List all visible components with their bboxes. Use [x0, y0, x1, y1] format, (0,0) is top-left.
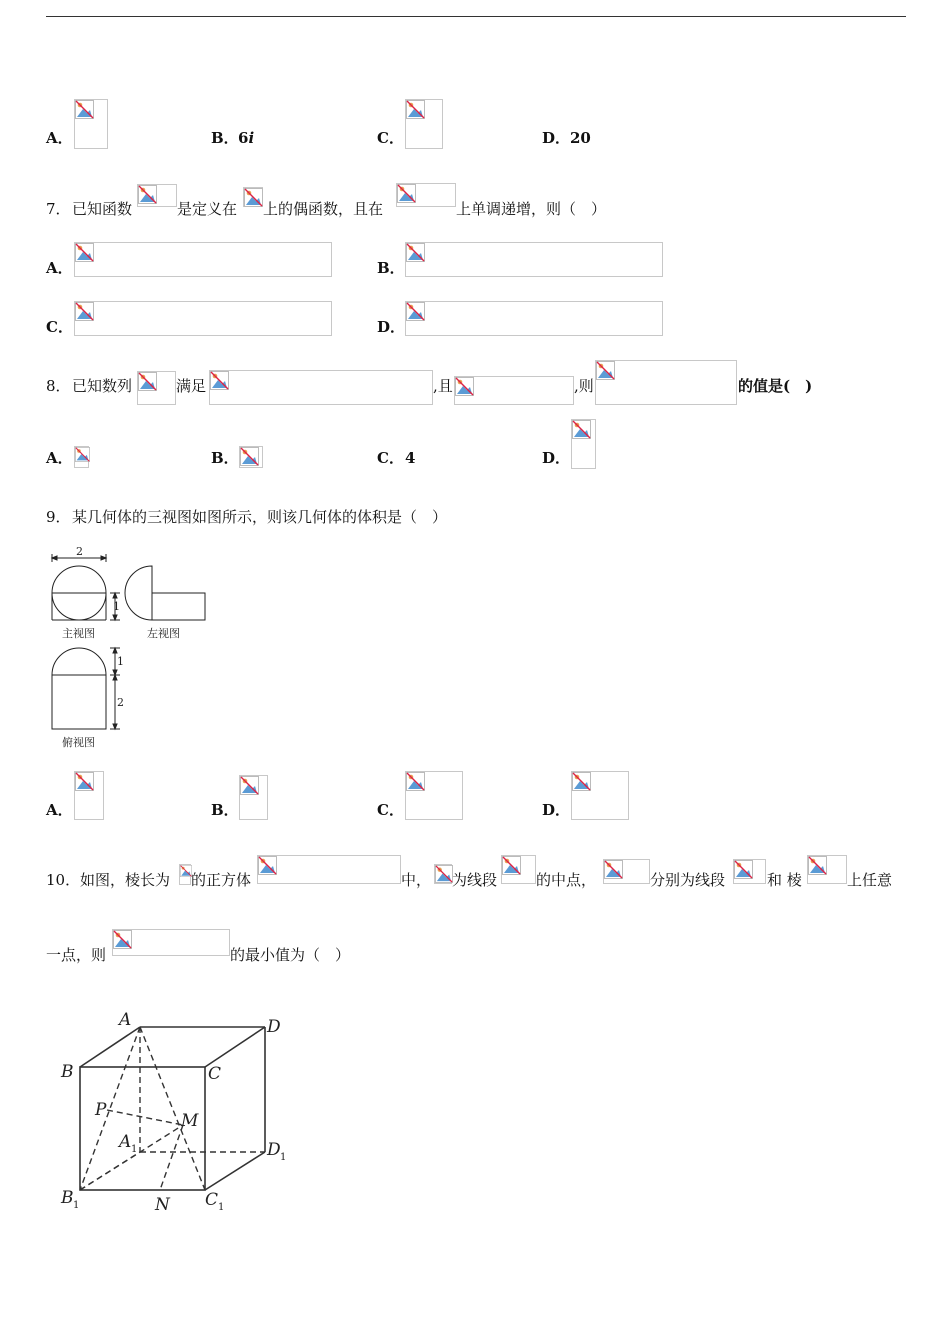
- q9-option-d-label: D．: [542, 801, 571, 819]
- q7-option-d-label: D．: [377, 318, 406, 336]
- q10-text-10: 的最小值为（ ）: [230, 946, 351, 964]
- broken-image-icon: [75, 302, 94, 321]
- broken-image-icon: [113, 930, 132, 949]
- q10-formula-2: [257, 855, 401, 884]
- q6-option-b-value: 6i: [238, 129, 255, 147]
- q10-formula-7: [807, 855, 847, 884]
- broken-image-icon: [240, 776, 259, 795]
- q8-formula-3: [454, 376, 574, 405]
- broken-image-icon: [734, 860, 753, 879]
- q8-text-5: 的值是( ): [738, 377, 813, 395]
- cube-figure: [55, 1005, 305, 1225]
- q6-option-c-label: C．: [377, 129, 404, 147]
- q10-text-2: 的正方体: [191, 871, 252, 889]
- side-view-semicircle: [125, 566, 152, 620]
- label-B: B: [61, 1062, 74, 1082]
- broken-image-icon: [406, 302, 425, 321]
- q8-option-c-label: C．: [377, 449, 404, 467]
- q7-option-d-image: [405, 301, 663, 336]
- q10-number: 10．: [46, 871, 81, 889]
- q8-formula-1: [137, 371, 176, 405]
- q7-option-b-image: [405, 242, 663, 277]
- q8-text-4: ,则: [574, 377, 594, 395]
- q8-formula-2: [209, 370, 433, 405]
- q6-option-b-label: B．: [211, 129, 239, 147]
- q10-text-4: 为线段: [452, 871, 498, 889]
- label-M: M: [181, 1111, 199, 1131]
- label-D1: D: [267, 1140, 281, 1160]
- sub-A1: 1: [131, 1144, 138, 1155]
- q10-text-6: 分别为线段: [650, 871, 726, 889]
- q7-option-a-image: [74, 242, 332, 277]
- top-view-label: 俯视图: [62, 736, 95, 749]
- q10-text-9: 一点，则: [46, 946, 107, 964]
- label-P: P: [95, 1100, 107, 1120]
- broken-image-icon: [258, 856, 277, 875]
- label-C: C: [208, 1064, 222, 1084]
- broken-image-icon: [244, 188, 263, 207]
- broken-image-icon: [572, 420, 591, 439]
- q9-option-a-image: [74, 771, 104, 820]
- dim-front-height-label: 1: [113, 600, 120, 613]
- q8-formula-4: [595, 360, 737, 405]
- three-view-figure: [40, 540, 220, 755]
- q10-formula-4: [501, 855, 536, 884]
- broken-image-icon: [808, 856, 827, 875]
- q8-option-c-value: 4: [405, 449, 416, 467]
- q7-option-c-label: C．: [46, 318, 73, 336]
- q8-option-d-image: [571, 419, 596, 469]
- q9-text: 某几何体的三视图如图所示，则该几何体的体积是（ ）: [72, 508, 448, 526]
- q9-option-b-image: [239, 775, 268, 820]
- broken-image-icon: [596, 361, 615, 380]
- broken-image-icon: [75, 772, 94, 791]
- q7-text-1: 已知函数: [72, 200, 133, 218]
- broken-image-icon: [406, 243, 425, 262]
- q10-formula-6: [733, 859, 766, 884]
- sub-C1: 1: [218, 1202, 225, 1213]
- q8-text-3: ,且: [433, 377, 453, 395]
- q7-option-a-label: A．: [46, 259, 73, 277]
- q9-option-c-image: [405, 771, 463, 820]
- broken-image-icon: [604, 860, 623, 879]
- q10-formula-8: [112, 929, 230, 956]
- q9-option-d-image: [571, 771, 629, 820]
- dim-top-2-label: 2: [117, 696, 124, 709]
- broken-image-icon: [435, 865, 453, 883]
- q7-option-c-image: [74, 301, 332, 336]
- q7-option-b-label: B．: [377, 259, 405, 277]
- dim-top-1-label: 1: [117, 655, 124, 668]
- broken-image-icon: [210, 371, 229, 390]
- label-D: D: [267, 1017, 281, 1037]
- q7-formula-3: [396, 183, 456, 207]
- q8-text-2: 满足: [176, 377, 207, 395]
- q6-option-a-image: [74, 99, 108, 149]
- q10-formula-1: [179, 864, 191, 885]
- q9-number: 9．: [46, 508, 71, 526]
- q7-text-3: 上的偶函数，且在: [263, 200, 384, 218]
- broken-image-icon: [572, 772, 591, 791]
- sub-D1: 1: [280, 1152, 287, 1163]
- q7-text-4: 上单调递增，则（ ）: [456, 200, 607, 218]
- header-rule: [46, 16, 906, 17]
- broken-image-icon: [75, 100, 94, 119]
- q7-text-2: 是定义在: [177, 200, 238, 218]
- sub-B1: 1: [73, 1200, 80, 1211]
- q8-option-b-image: [239, 446, 263, 468]
- q9-option-c-label: C．: [377, 801, 404, 819]
- broken-image-icon: [502, 856, 521, 875]
- label-C1: C: [205, 1190, 219, 1210]
- q8-option-a-label: A．: [46, 449, 73, 467]
- broken-image-icon: [240, 447, 259, 466]
- q10-text-3: 中，: [401, 871, 432, 889]
- q9-option-b-label: B．: [211, 801, 239, 819]
- q8-option-d-label: D．: [542, 449, 571, 467]
- q6-option-d-label: D．: [542, 129, 571, 147]
- q6-option-a-label: A．: [46, 129, 73, 147]
- broken-image-icon: [138, 185, 157, 204]
- q8-option-a-image: [74, 446, 89, 468]
- broken-image-icon: [406, 772, 425, 791]
- q8-number: 8．: [46, 377, 71, 395]
- dim-width-label: 2: [76, 545, 83, 558]
- q9-option-a-label: A．: [46, 801, 73, 819]
- q8-option-b-label: B．: [211, 449, 239, 467]
- q6-option-c-image: [405, 99, 443, 149]
- q10-text-1: 如图，棱长为: [80, 871, 171, 889]
- broken-image-icon: [397, 184, 416, 203]
- q7-number: 7．: [46, 200, 71, 218]
- q10-text-8: 上任意: [847, 871, 893, 889]
- q7-formula-1: [137, 184, 177, 207]
- q7-formula-2: [243, 187, 263, 207]
- label-A1: A: [119, 1132, 132, 1152]
- q10-text-5: 的中点，: [536, 871, 597, 889]
- q6-option-d-value: 20: [570, 129, 591, 147]
- side-view-label: 左视图: [147, 627, 180, 640]
- q10-text-7: 和 棱: [767, 871, 802, 889]
- broken-image-icon: [75, 447, 90, 462]
- label-N: N: [155, 1195, 170, 1215]
- broken-image-icon: [138, 372, 157, 391]
- broken-image-icon: [455, 377, 474, 396]
- q10-formula-5: [603, 859, 650, 884]
- q8-text-1: 已知数列: [72, 377, 133, 395]
- q10-formula-3: [434, 864, 452, 884]
- label-B1: B: [61, 1188, 74, 1208]
- label-A: A: [119, 1010, 132, 1030]
- broken-image-icon: [75, 243, 94, 262]
- front-view-label: 主视图: [62, 627, 95, 640]
- broken-image-icon: [406, 100, 425, 119]
